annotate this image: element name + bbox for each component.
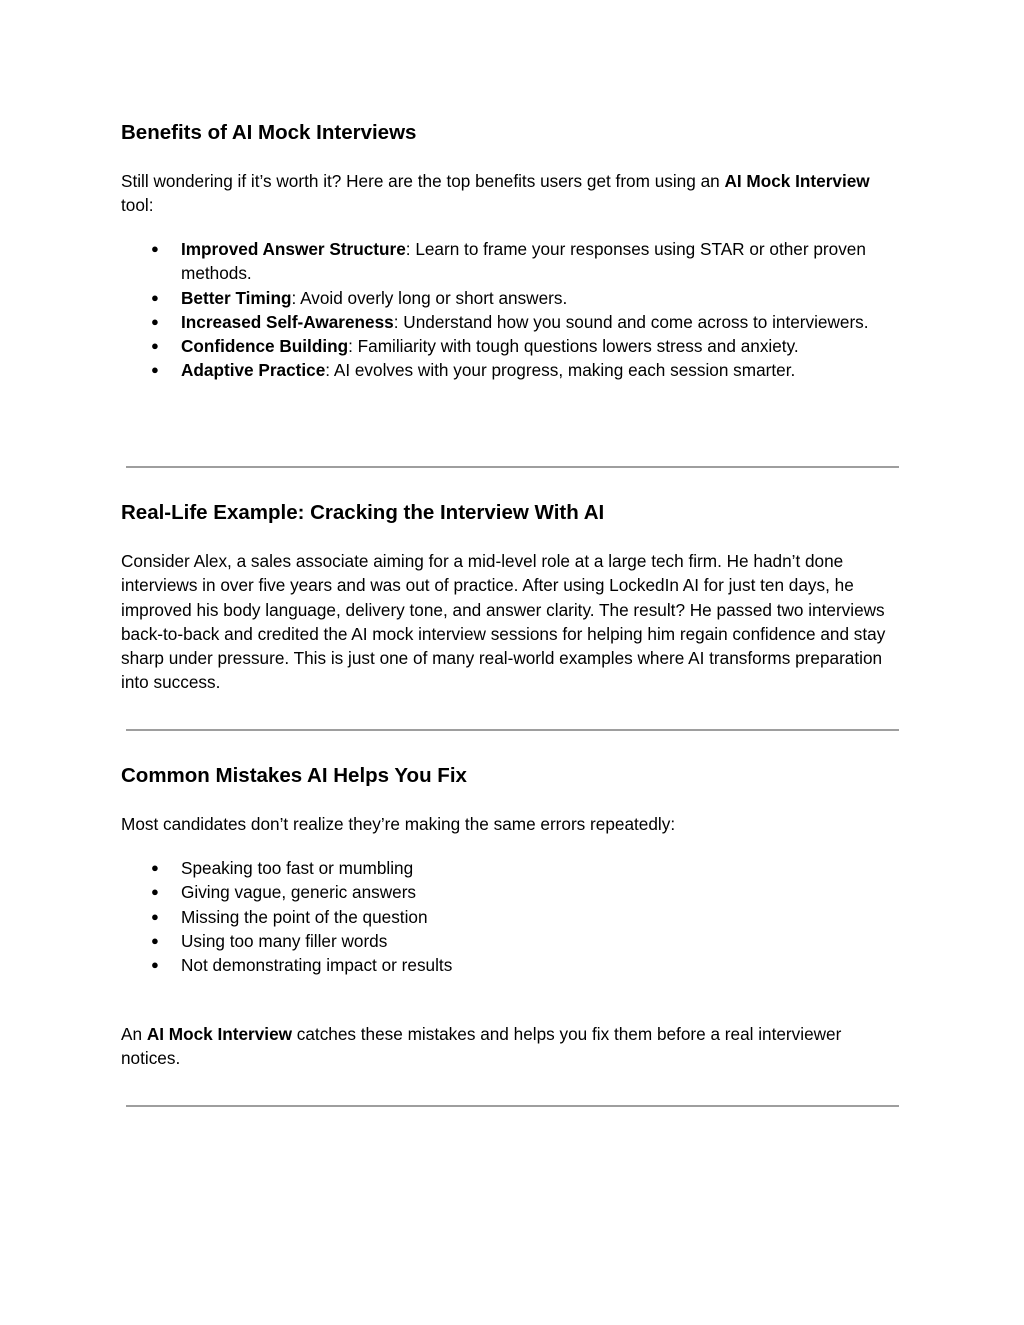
benefit-item-title: Adaptive Practice (181, 360, 326, 381)
benefit-item-text: : Familiarity with tough questions lowers stress and anxiety. (348, 336, 799, 357)
mistake-item (121, 880, 901, 904)
mistake-item-text: Missing the point of the question (181, 906, 428, 927)
mistakes-outro-text: An (121, 1024, 147, 1044)
benefit-item-title: Increased Self-Awareness (181, 311, 394, 332)
mistake-item (121, 905, 901, 929)
bullet-icon: ● (151, 289, 159, 305)
mistakes-outro-bold: AI Mock Interview (146, 1024, 292, 1044)
benefit-item-title: Confidence Building (181, 336, 349, 357)
benefit-item (121, 310, 901, 334)
mistake-item-text: Speaking too fast or mumbling (181, 858, 414, 878)
bullet-icon: ● (151, 884, 159, 900)
bullet-icon: ● (151, 313, 159, 329)
mistake-item-text: Using too many filler words (181, 930, 388, 951)
benefit-item (121, 334, 901, 358)
mistakes-outro (121, 1022, 896, 1071)
bullet-icon: ● (151, 932, 159, 948)
benefit-item-title: Better Timing (181, 287, 292, 308)
bullet-icon: ● (151, 908, 159, 924)
mistakes-intro: Most candidates don’t realize they’re making the same errors repeatedly: (121, 814, 676, 834)
mistake-item (121, 856, 901, 880)
benefit-item-text: : Avoid overly long or short answers. (291, 287, 568, 308)
bullet-icon: ● (151, 241, 159, 256)
benefits-intro (121, 169, 896, 218)
benefits-intro-tail: tool: (121, 195, 154, 216)
benefits-intro-bold: AI Mock Interview (724, 171, 870, 191)
example-heading: Real-Life Example: Cracking the Interview With AI (121, 501, 605, 524)
mistakes-heading: Common Mistakes AI Helps You Fix (121, 764, 467, 787)
example-body: Consider Alex, a sales associate aiming for a mid-level role at a large tech firm. He hadn’t done interviews in over five years and was out of practice. After using LockedIn AI for just ten days, he improved his body language, delivery tone, and answer clarity. The result? He passed two interviews back-to-back and credited the AI mock interview sessions for helping him regain confidence and stay sharp under pressure. This is just one of many real-world examples where AI transforms preparation into success. (121, 551, 886, 693)
benefit-item (121, 237, 901, 286)
bullet-icon: ● (151, 338, 159, 354)
mistakes-outro-tail: catches these mistakes and helps you fix them before a real interviewer notices. (121, 1024, 842, 1069)
mistakes-list (121, 856, 901, 977)
benefit-item-text: : Understand how you sound and come across to interviewers. (393, 311, 869, 332)
benefits-intro-text: Still wondering if it’s worth it? Here are the top benefits users get from using an (121, 171, 725, 191)
mistake-item-text: Not demonstrating impact or results (181, 955, 453, 976)
benefit-item-title: Improved Answer Structure (181, 239, 406, 259)
section-divider (126, 729, 899, 731)
benefits-list (121, 237, 901, 383)
benefit-item (121, 286, 901, 310)
mistake-item (121, 929, 901, 953)
bullet-icon: ● (151, 362, 159, 378)
bullet-icon: ● (151, 860, 159, 875)
bullet-icon: ● (151, 957, 159, 973)
mistake-item (121, 953, 901, 977)
benefit-item-text: : AI evolves with your progress, making each session smarter. (325, 360, 796, 381)
section-divider (126, 466, 899, 468)
mistake-item-text: Giving vague, generic answers (181, 882, 417, 903)
benefits-heading: Benefits of AI Mock Interviews (121, 121, 417, 144)
benefit-item (121, 358, 901, 382)
benefit-item-text: : Learn to frame your responses using STAR or other proven methods. (181, 239, 866, 284)
section-divider (126, 1105, 899, 1107)
